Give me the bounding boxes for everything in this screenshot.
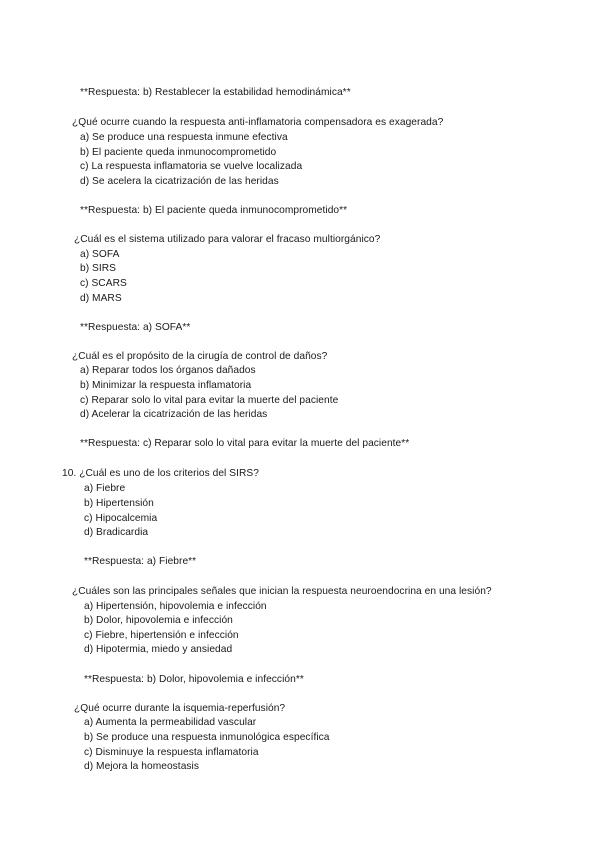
option-line: d) Acelerar la cicatrización de las heridas — [80, 409, 268, 420]
option-line: a) Se produce una respuesta inmune efectiva — [80, 132, 288, 143]
answer-line: **Respuesta: b) El paciente queda inmunocomprometido** — [80, 205, 348, 216]
option-line: b) SIRS — [80, 263, 117, 274]
answer-line: **Respuesta: b) Restablecer la estabilidad hemodinámica** — [80, 87, 351, 98]
option-line: c) La respuesta inflamatoria se vuelve localizada — [80, 161, 303, 172]
option-line: c) SCARS — [80, 278, 127, 289]
option-line: d) MARS — [80, 293, 122, 304]
option-line: d) Se acelera la cicatrización de las heridas — [80, 176, 279, 187]
option-line: c) Reparar solo lo vital para evitar la muerte del paciente — [80, 395, 339, 406]
option-line: a) Fiebre — [84, 483, 126, 494]
option-line: a) Reparar todos los órganos dañados — [80, 365, 256, 376]
question-line: 10. ¿Cuál es uno de los criterios del SIRS? — [62, 468, 259, 479]
option-line: d) Hipotermia, miedo y ansiedad — [84, 644, 233, 655]
option-line: a) Hipertensión, hipovolemia e infección — [84, 601, 267, 612]
answer-line: **Respuesta: c) Reparar solo lo vital para evitar la muerte del paciente** — [80, 438, 410, 449]
question-line: ¿Cuál es el propósito de la cirugía de control de daños? — [72, 351, 328, 362]
option-line: b) Hipertensión — [84, 498, 154, 509]
option-line: c) Hipocalcemia — [84, 513, 158, 524]
option-line: b) Dolor, hipovolemia e infección — [84, 615, 233, 626]
option-line: b) Minimizar la respuesta inflamatoria — [80, 380, 252, 391]
option-line: d) Bradicardia — [84, 527, 149, 538]
answer-line: **Respuesta: b) Dolor, hipovolemia e infección** — [84, 674, 304, 685]
answer-line: **Respuesta: a) SOFA** — [80, 322, 191, 333]
question-line: ¿Qué ocurre cuando la respuesta anti-inflamatoria compensadora es exagerada? — [72, 117, 444, 128]
option-line: a) SOFA — [80, 249, 120, 260]
option-line: b) El paciente queda inmunocomprometido — [80, 147, 277, 158]
option-line: b) Se produce una respuesta inmunológica específica — [84, 732, 330, 743]
option-line: c) Disminuye la respuesta inflamatoria — [84, 747, 259, 758]
option-line: d) Mejora la homeostasis — [84, 761, 200, 772]
option-line: a) Aumenta la permeabilidad vascular — [84, 717, 257, 728]
question-line: ¿Cuál es el sistema utilizado para valorar el fracaso multiorgánico? — [74, 234, 381, 245]
answer-line: **Respuesta: a) Fiebre** — [84, 556, 197, 567]
question-line: ¿Cuáles son las principales señales que inician la respuesta neuroendocrina en una lesión? — [72, 586, 492, 597]
question-line: ¿Qué ocurre durante la isquemia-reperfusión? — [74, 703, 286, 714]
option-line: c) Fiebre, hipertensión e infección — [84, 630, 239, 641]
